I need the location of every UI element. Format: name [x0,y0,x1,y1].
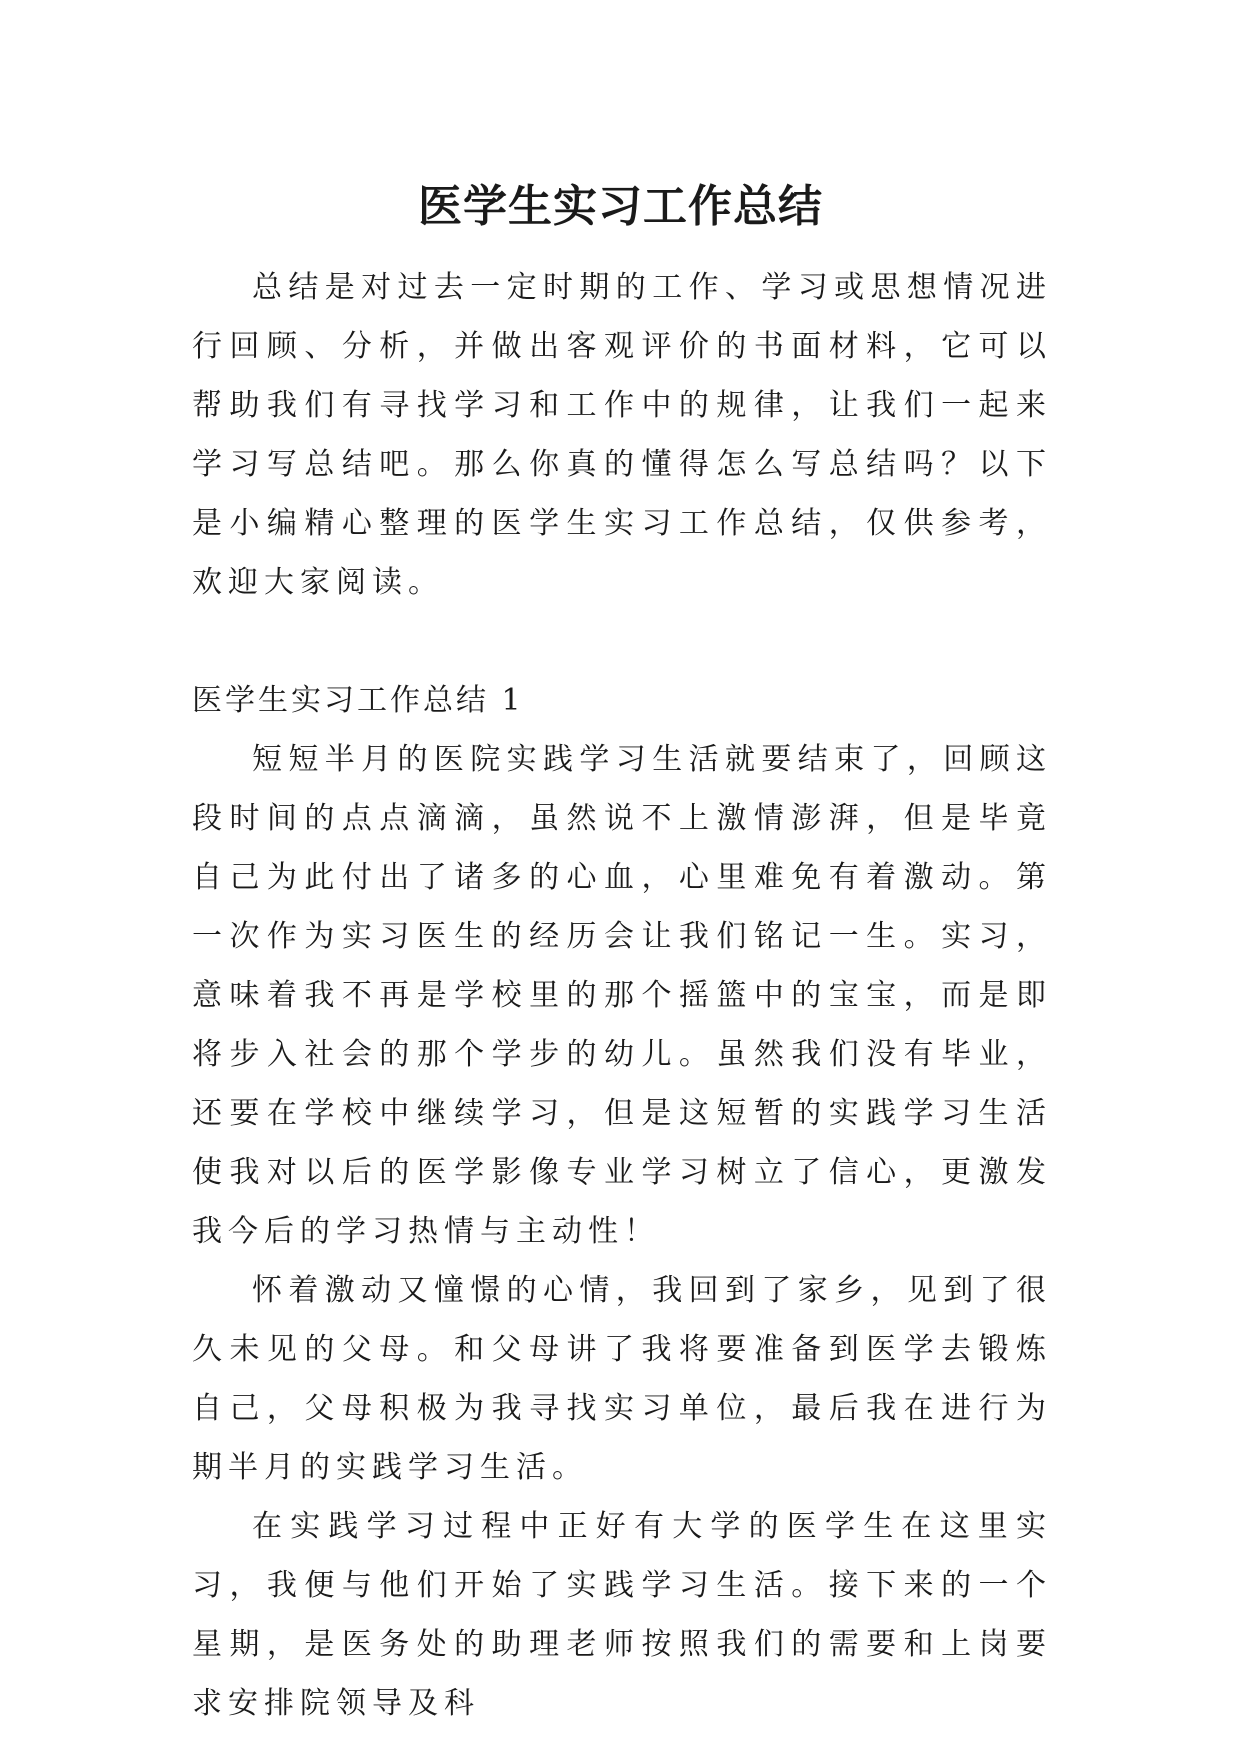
body-paragraph-1: 短短半月的医院实践学习生活就要结束了，回顾这段时间的点点滴滴，虽然说不上激情澎湃，但是毕竟自己为此付出了诸多的心血，心里难免有着激动。第一次作为实习医生的经历会让我们铭记一生。实习，意味着我不再是学校里的那个摇篮中的宝宝，而是即将步入社会的那个学步的幼儿。虽然我们没有毕业，还要在学校中继续学习，但是这短暂的实践学习生活使我对以后的医学影像专业学习树立了信心，更激发我今后的学习热情与主动性！ [192,742,1052,1249]
intro-paragraph: 总结是对过去一定时期的工作、学习或思想情况进行回顾、分析，并做出客观评价的书面材料，它可以帮助我们有寻找学习和工作中的规律，让我们一起来学习写总结吧。那么你真的懂得怎么写总结吗？以下是小编精心整理的医学生实习工作总结，仅供参考，欢迎大家阅读。 [192,270,1052,600]
document-title: 医学生实习工作总结 [418,181,823,233]
body-paragraph-3: 在实践学习过程中正好有大学的医学生在这里实习，我便与他们开始了实践学习生活。接下来的一个星期，是医务处的助理老师按照我们的需要和上岗要求安排院领导及科 [192,1509,1052,1721]
document-body [192,258,1052,1733]
section-heading: 医学生实习工作总结 1 [192,683,524,718]
body-paragraph-2: 怀着激动又憧憬的心情，我回到了家乡，见到了很久未见的父母。和父母讲了我将要准备到医学去锻炼自己，父母积极为我寻找实习单位，最后我在进行为期半月的实践学习生活。 [192,1273,1052,1485]
